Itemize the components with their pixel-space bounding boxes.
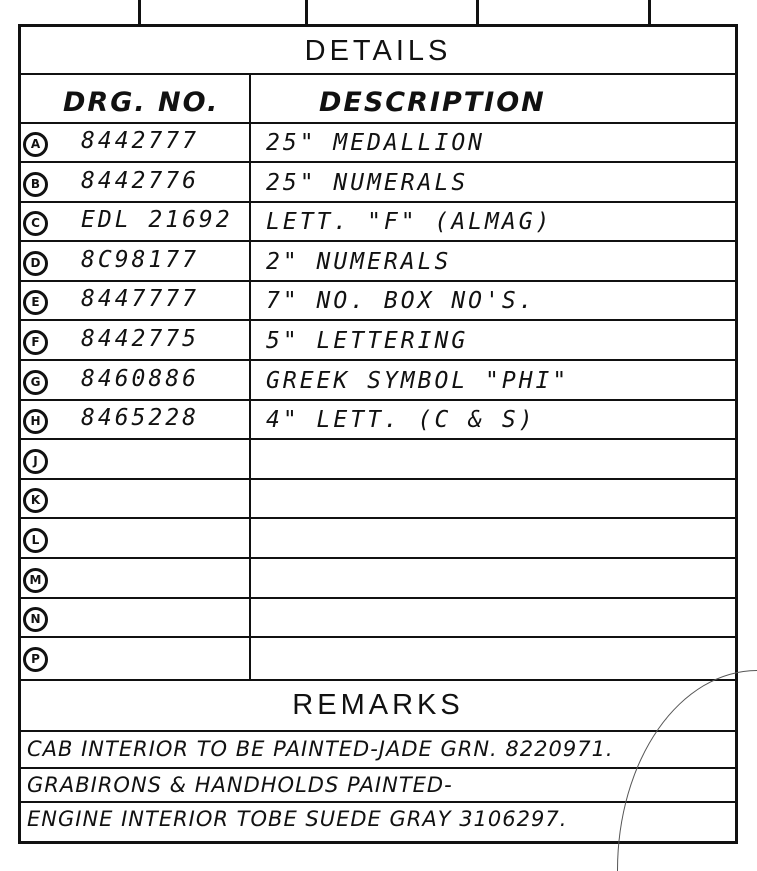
- drg-number: 8C98177: [81, 246, 199, 273]
- drg-number: 8442775: [81, 326, 199, 352]
- row-letter-badge: F: [23, 330, 48, 355]
- drg-number: 8460886: [81, 365, 199, 392]
- row-letter-badge: M: [23, 568, 48, 593]
- row-letter-badge: L: [23, 528, 48, 553]
- table-row: [21, 401, 735, 440]
- drg-number: 8447777: [81, 286, 199, 313]
- border-stub: [305, 0, 308, 26]
- table-row: [21, 164, 735, 203]
- table-row: [21, 639, 735, 678]
- divider: [21, 767, 735, 769]
- row-letter-badge: C: [23, 211, 48, 236]
- border-stub: [138, 0, 141, 26]
- table-row: [21, 203, 735, 242]
- row-letter-badge: D: [23, 251, 48, 276]
- row-letter-badge: A: [23, 132, 48, 157]
- drg-number: 8442776: [81, 167, 199, 194]
- table-row: [21, 124, 735, 163]
- details-sheet: [18, 24, 738, 844]
- table-row: [21, 599, 735, 638]
- table-row: [21, 480, 735, 519]
- row-letter-badge: N: [23, 607, 48, 632]
- table-row: [21, 441, 735, 480]
- row-letter-badge: G: [23, 370, 48, 395]
- border-stub: [648, 0, 651, 26]
- description: 5" LETTERING: [266, 328, 469, 354]
- row-letter-badge: J: [23, 449, 48, 474]
- drg-number: 8465228: [81, 405, 199, 432]
- row-letter-badge: K: [23, 488, 48, 513]
- border-stub: [476, 0, 479, 26]
- description: GREEK SYMBOL "PHI": [266, 367, 570, 394]
- drg-no-header: DRG. NO.: [63, 87, 220, 118]
- table-row: [21, 282, 735, 321]
- table-row: [21, 322, 735, 361]
- row-letter-badge: B: [23, 172, 48, 197]
- remark-line: GRABIRONS & HANDHOLDS PAINTED-: [27, 773, 453, 797]
- divider: [21, 730, 735, 732]
- divider: [21, 73, 735, 75]
- drg-number: 8442777: [81, 128, 199, 154]
- remark-line: CAB INTERIOR TO BE PAINTED-JADE GRN. 8220971.: [27, 737, 614, 761]
- row-letter-badge: P: [23, 647, 48, 672]
- table-row: [21, 520, 735, 559]
- divider: [21, 679, 735, 681]
- description: 25" MEDALLION: [266, 130, 486, 156]
- drg-number: EDL 21692: [81, 207, 233, 234]
- description: 25" NUMERALS: [266, 169, 469, 196]
- table-row: [21, 560, 735, 599]
- row-letter-badge: E: [23, 290, 48, 315]
- remark-line: ENGINE INTERIOR TOBE SUEDE GRAY 3106297.: [27, 807, 568, 831]
- table-row: [21, 362, 735, 401]
- description: 4" LETT. (C & S): [266, 407, 536, 434]
- row-letter-badge: H: [23, 409, 48, 434]
- table-row: [21, 243, 735, 282]
- description: 7" NO. BOX NO'S.: [266, 288, 536, 315]
- remarks-title: REMARKS: [292, 689, 464, 721]
- description: 2" NUMERALS: [266, 248, 452, 275]
- description-header: DESCRIPTION: [319, 87, 546, 118]
- details-title: DETAILS: [304, 35, 452, 67]
- description: LETT. "F" (ALMAG): [266, 209, 553, 236]
